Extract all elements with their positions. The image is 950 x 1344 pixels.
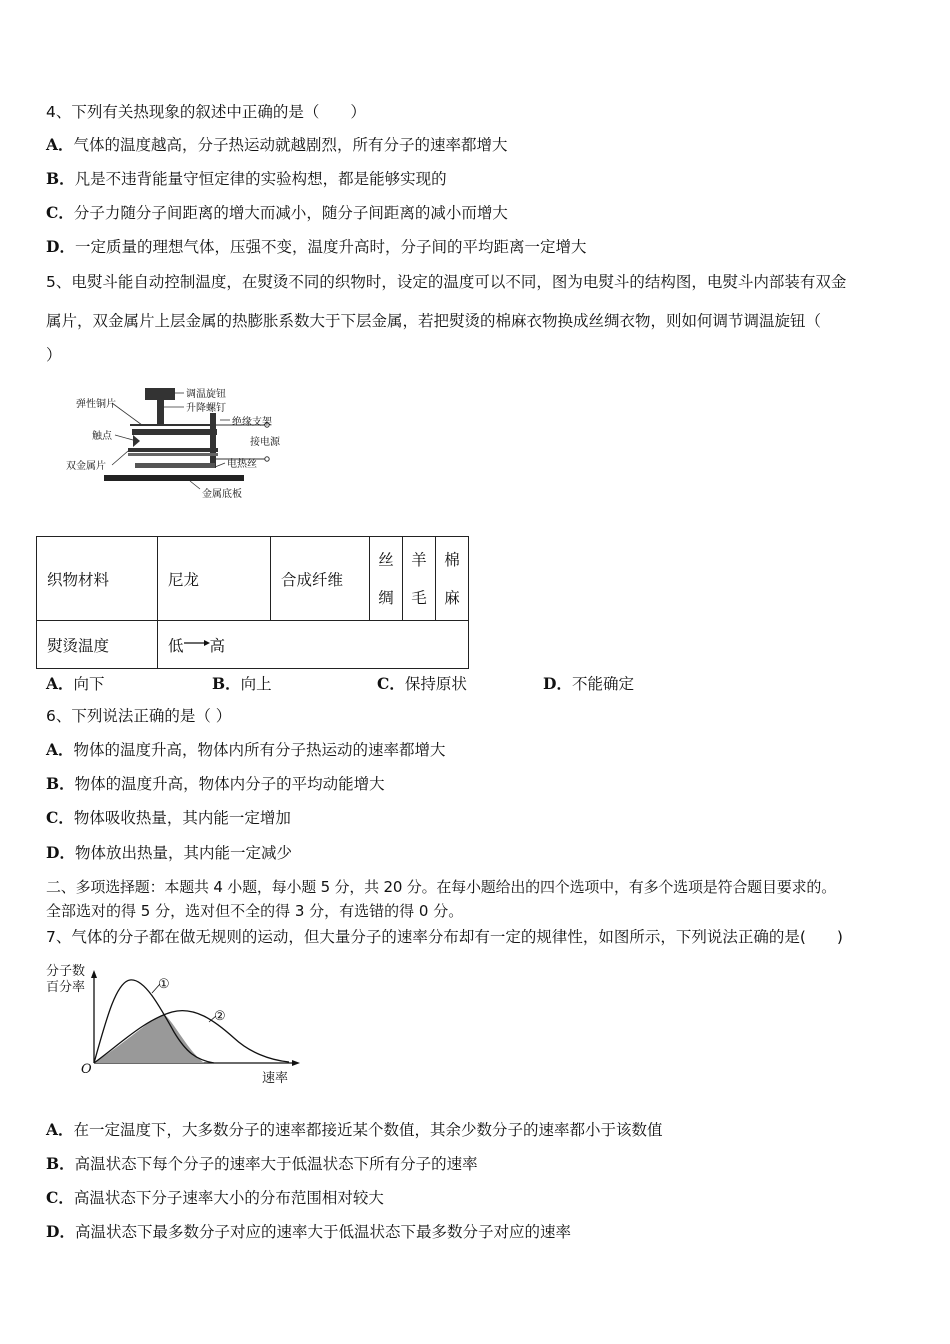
option-label: C． (46, 203, 74, 222)
table-cell: 羊 毛 (403, 537, 436, 621)
curve-1-label: ① (158, 977, 170, 992)
q6-stem: 6、下列说法正确的是（ ） (46, 707, 232, 725)
option-label: A． (46, 135, 74, 154)
q5-stem-line2: 属片，双金属片上层金属的热膨胀系数大于下层金属，若把熨烫的棉麻衣物换成丝绸衣物，则如何调节调温旋钮（ (46, 312, 822, 330)
label-knob: 调温旋钮 (186, 389, 226, 400)
temperature-table (36, 536, 469, 669)
option-text: 物体的温度升高，物体内所有分子热运动的速率都增大 (73, 741, 446, 759)
table-header-temperature: 熨烫温度 (37, 621, 158, 669)
q5-option-d (543, 672, 634, 694)
base-shape (104, 475, 244, 481)
label-bimetal: 双金属片 (66, 461, 106, 472)
y-label-line2: 百分率 (46, 980, 86, 995)
option-text: 物体吸收热量，其内能一定增加 (73, 809, 291, 827)
option-text: 高温状态下最多数分子对应的速率大于低温状态下最多数分子对应的速率 (74, 1223, 571, 1241)
option-label: A． (46, 740, 74, 759)
table-row-temperature (37, 621, 469, 669)
q7-option-b (46, 1154, 478, 1174)
iron-structure-diagram (60, 385, 310, 503)
option-text: 气体的温度越高，分子热运动就越剧烈，所有分子的速率都增大 (73, 136, 508, 154)
option-label: C． (46, 1188, 74, 1207)
q7-option-d (46, 1222, 571, 1242)
q6-option-d (46, 843, 292, 863)
q6-option-a (46, 740, 446, 760)
speed-distribution-chart (44, 960, 304, 1090)
q4-option-c (46, 203, 508, 223)
q7-option-c (46, 1188, 384, 1208)
option-label: D． (46, 237, 75, 256)
option-label: D． (46, 1222, 75, 1241)
option-label: A． (46, 674, 74, 693)
option-text: 分子力随分子间距离的增大而减小，随分子间距离的减小而增大 (73, 204, 508, 222)
q6-option-c (46, 808, 291, 828)
x-label: 速率 (262, 1071, 289, 1086)
option-text: 高温状态下分子速率大小的分布范围相对较大 (73, 1189, 384, 1207)
option-text: 向下 (73, 675, 105, 693)
y-label-line1: 分子数 (46, 964, 86, 979)
q6-option-b (46, 774, 385, 794)
option-text: 不能确定 (571, 675, 634, 693)
overlap-area (94, 1014, 204, 1063)
table-cell: 棉 麻 (436, 537, 469, 621)
label-base: 金属底板 (202, 489, 242, 500)
knob-shape (145, 388, 175, 400)
q4-option-a (46, 135, 508, 155)
q4-option-b (46, 169, 447, 189)
option-label: B． (212, 674, 241, 693)
section2-heading-line1: 二、多项选择题：本题共 4 小题，每小题 5 分，共 20 分。在每小题给出的四个选项中，有多个选项是符合题目要求的。 (46, 878, 836, 896)
table-cell: 丝 绸 (370, 537, 403, 621)
option-label: B． (46, 169, 75, 188)
table-header-material: 织物材料 (37, 537, 158, 621)
option-text: 物体放出热量，其内能一定减少 (74, 844, 292, 862)
label-spring: 弹性铜片 (76, 399, 116, 410)
bracket-shape (210, 413, 216, 468)
label-contact: 触点 (92, 431, 112, 442)
q5-option-a (46, 672, 105, 694)
table-cell: 合成纤维 (271, 537, 370, 621)
screw-shape (157, 400, 164, 425)
q5-option-b (212, 672, 272, 694)
option-label: B． (46, 1154, 75, 1173)
option-text: 在一定温度下，大多数分子的速率都接近某个数值，其余少数分子的速率都小于该数值 (73, 1121, 663, 1139)
option-text: 保持原状 (404, 675, 467, 693)
section2-heading-line2: 全部选对的得 5 分，选对但不全的得 3 分，有选错的得 0 分。 (46, 902, 464, 920)
upper-plate (132, 429, 217, 435)
table-row-materials (37, 537, 469, 621)
label-heater: 电热丝 (227, 459, 257, 470)
bimetal-shape (128, 448, 218, 452)
q7-stem: 7、气体的分子都在做无规则的运动，但大量分子的速率分布却有一定的规律性，如图所示，下列说法正确的是( ) (46, 928, 843, 946)
q5-stem-line1: 5、电熨斗能自动控制温度，在熨烫不同的织物时，设定的温度可以不同，图为电熨斗的结构图，电熨斗内部装有双金 (46, 273, 847, 291)
option-label: D． (46, 843, 75, 862)
option-text: 物体的温度升高，物体内分子的平均动能增大 (74, 775, 385, 793)
q5-stem-line3: ） (46, 346, 62, 364)
option-text: 凡是不违背能量守恒定律的实验构想，都是能够实现的 (74, 170, 447, 188)
q4-option-d (46, 237, 586, 257)
option-text: 高温状态下每个分子的速率大于低温状态下所有分子的速率 (74, 1155, 478, 1173)
arrow-right-icon (184, 633, 210, 651)
table-cell: 尼龙 (158, 537, 271, 621)
option-label: C． (46, 808, 74, 827)
option-text: 向上 (240, 675, 272, 693)
label-power: 接电源 (250, 437, 280, 448)
option-label: B． (46, 774, 75, 793)
option-label: A． (46, 1120, 74, 1139)
contact-shape (133, 435, 140, 447)
q5-option-c (377, 672, 467, 694)
option-text: 一定质量的理想气体，压强不变，温度升高时，分子间的平均距离一定增大 (74, 238, 587, 256)
option-label: D． (543, 674, 572, 693)
origin-label: O (81, 1062, 92, 1077)
q4-stem: 4、下列有关热现象的叙述中正确的是（ ） (46, 103, 366, 121)
label-bracket: 绝缘支架 (232, 417, 272, 428)
curve-2-label: ② (214, 1009, 226, 1024)
option-label: C． (377, 674, 405, 693)
table-cell-temperature-range: 低 高 (158, 621, 469, 669)
label-screw: 升降螺钉 (186, 403, 226, 414)
heater-shape (135, 463, 215, 468)
q7-option-a (46, 1120, 663, 1140)
